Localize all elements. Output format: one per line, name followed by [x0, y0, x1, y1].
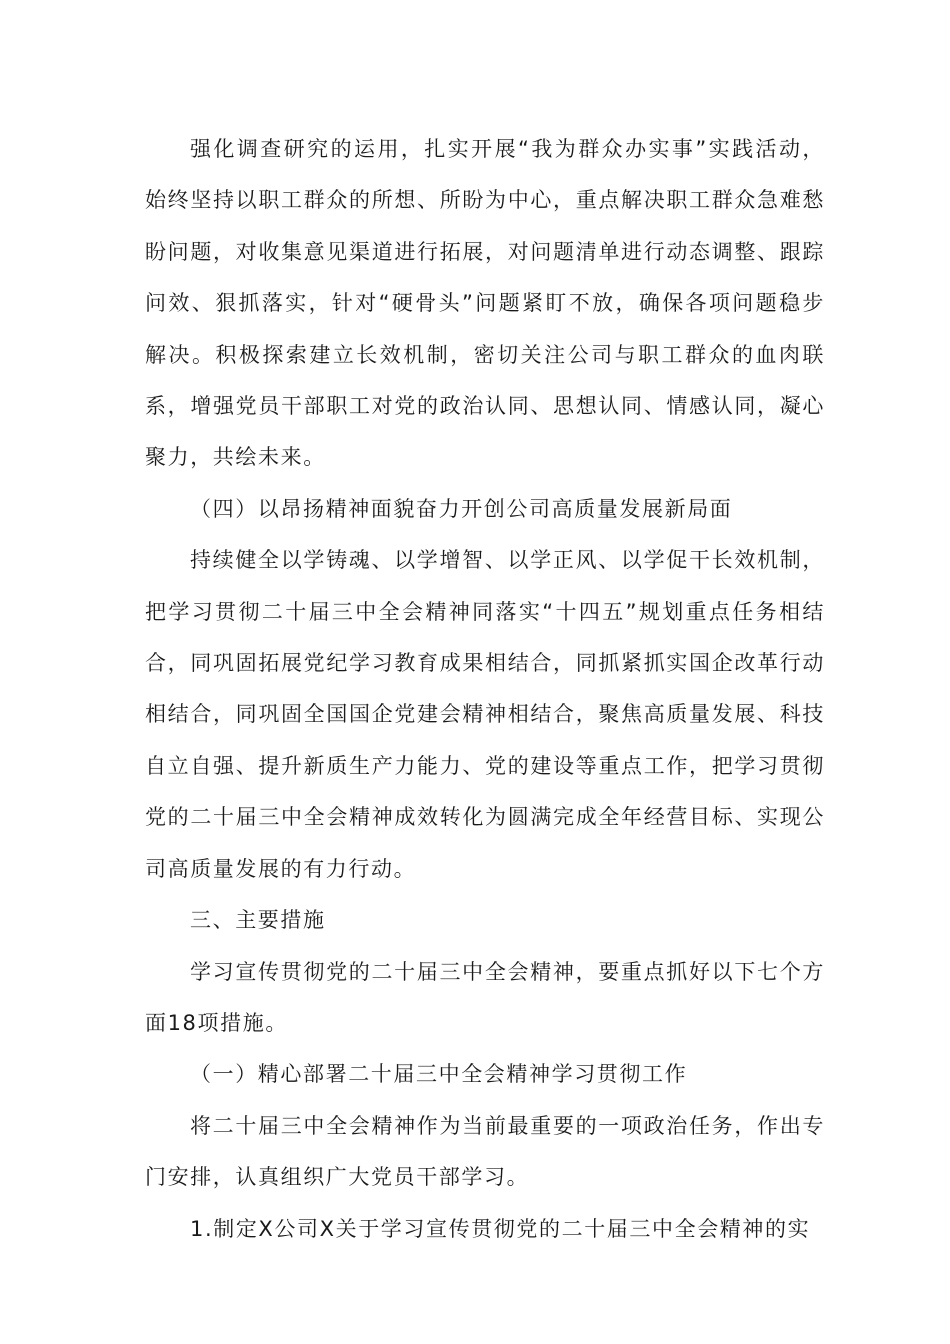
paragraph-long-term-mechanism: 持续健全以学铸魂、以学增智、以学正风、以学促干长效机制，把学习贯彻二十届三中全会精神同落实“十四五”规划重点任务相结合，同巩固拓展党纪学习教育成果相结合，同抓紧抓实国企改革行动相结合，同巩固全国国企党建会精神相结合，聚焦高质量发展、科技自立自强、提升新质生产力能力、党的建设等重点工作，把学习贯彻党的二十届三中全会精神成效转化为圆满完成全年经营目标、实现公司高质量发展的有力行动。	[145, 548, 825, 881]
paragraph-political-task: 将二十届三中全会精神作为当前最重要的一项政治任务，作出专门安排，认真组织广大党员干部学习。	[145, 1113, 825, 1190]
document-body	[145, 124, 825, 1255]
paragraph-service-practice: 强化调查研究的运用，扎实开展“我为群众办实事”实践活动，始终坚持以职工群众的所想、所盼为中心，重点解决职工群众急难愁盼问题，对收集意见渠道进行拓展，对问题清单进行动态调整、跟踪问效、狠抓落实，针对“硬骨头”问题紧盯不放，确保各项问题稳步解决。积极探索建立长效机制，密切关注公司与职工群众的血肉联系，增强党员干部职工对党的政治认同、思想认同、情感认同，凝心聚力，共绘未来。	[145, 137, 825, 470]
paragraph-measures-intro: 学习宣传贯彻党的二十届三中全会精神，要重点抓好以下七个方面18项措施。	[145, 959, 825, 1035]
section-heading-1: （一）精心部署二十届三中全会精神学习贯彻工作	[190, 1062, 688, 1087]
section-heading-4: （四）以昂扬精神面貌奋力开创公司高质量发展新局面	[190, 496, 733, 521]
paragraph-item-1: 1.制定X公司X关于学习宣传贯彻党的二十届三中全会精神的实	[190, 1216, 811, 1241]
section-heading-main-measures: 三、主要措施	[190, 908, 326, 933]
